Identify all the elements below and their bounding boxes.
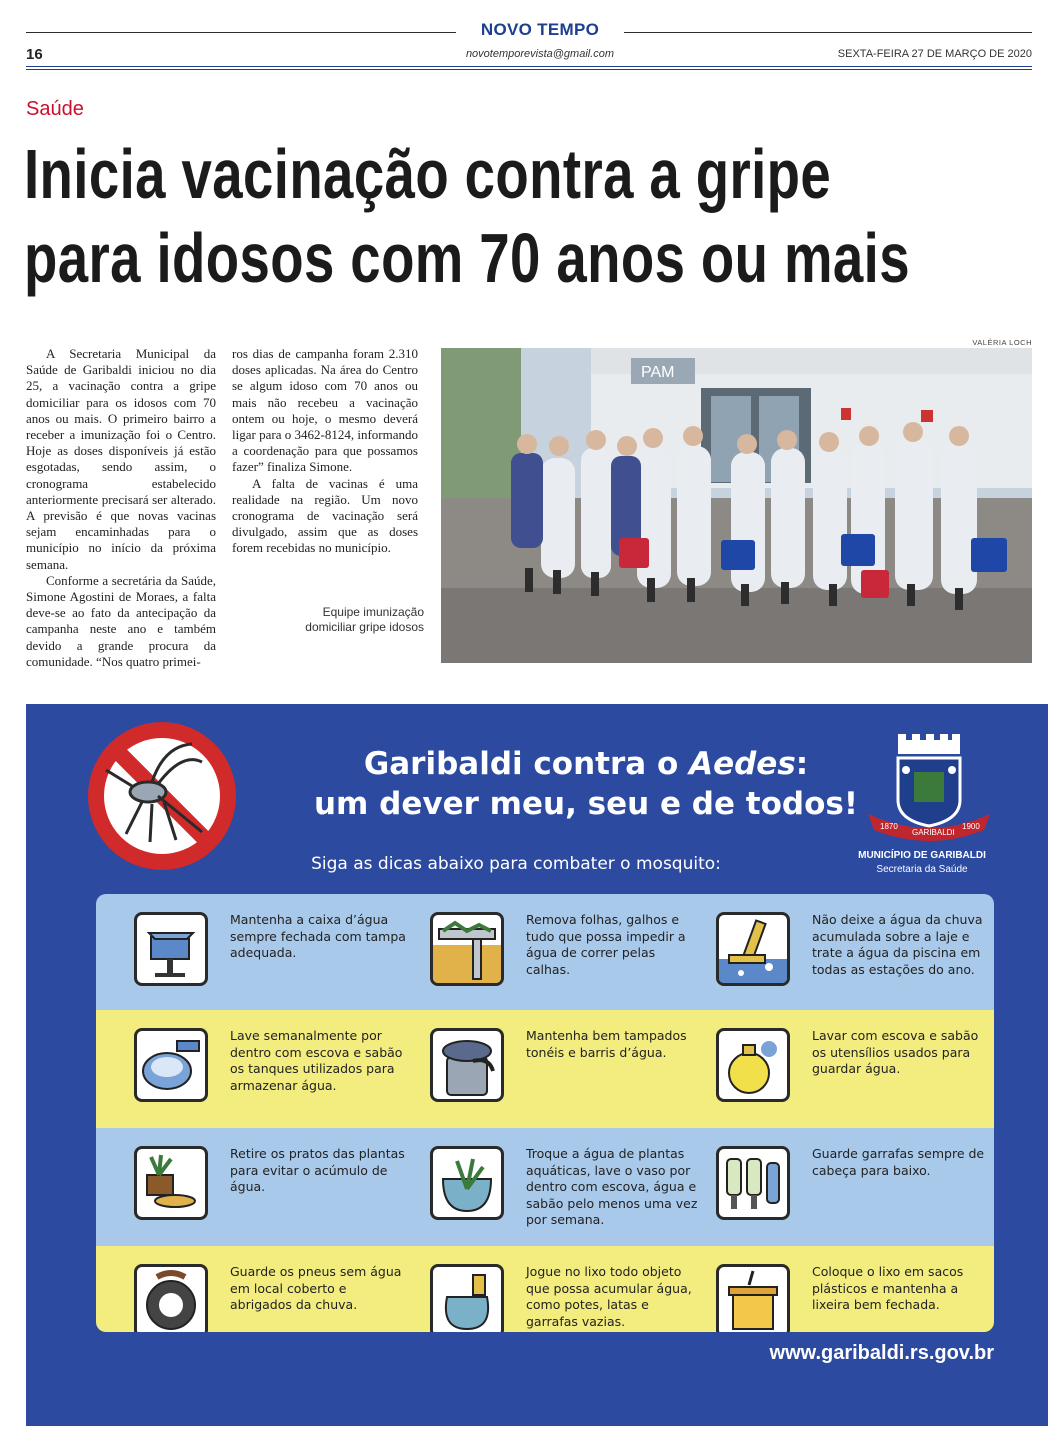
no-mosquito-icon [72, 722, 258, 872]
tip-text: Lavar com escova e sabão os utensílios usados para guardar água. [812, 1028, 979, 1076]
article-column-2 [232, 346, 418, 557]
photo-sign: PAM [641, 364, 675, 381]
team-photo [441, 348, 1032, 663]
tip-text: Guarde os pneus sem água em local coberto e abrigados da chuva. [230, 1264, 402, 1312]
ad-title [286, 744, 886, 824]
photo-caption: Equipe imunização domiciliar gripe idosos [305, 605, 424, 634]
tire-icon [134, 1264, 208, 1332]
municipality-website: www.garibaldi.rs.gov.br [769, 1342, 994, 1364]
gutter-icon [430, 912, 504, 986]
squeegee-icon [716, 912, 790, 986]
tip-text: Retire os pratos das plantas para evitar o acúmulo de água. [230, 1146, 405, 1194]
issue-date: SEXTA-FEIRA 27 DE MARÇO DE 2020 [837, 48, 1032, 60]
municipality-name: MUNICÍPIO DE GARIBALDI [858, 850, 986, 861]
tip-text: Não deixe a água da chuva acumulada sobre a laje e trate a água da piscina em todas as estações do ano. [812, 912, 983, 977]
paragraph: A Secretaria Municipal da Saúde de Garibaldi iniciou no dia 25, a vacinação contra a gripe domiciliar para os idosos com 70 anos ou mais. O primeiro bairro a receber a imunização foi o Centro. Hoje as doses disponíveis já estão esgotadas, sendo assim, o cronograma estabelecido anteriormente precisará ser alterado. A previsão é que novas vacinas sejam encaminhadas para o município no início da próxima semana. [26, 346, 216, 572]
crest-year-right: 1900 [962, 822, 980, 831]
tip-text: Coloque o lixo em sacos plásticos e mantenha a lixeira bem fechada. [812, 1264, 964, 1312]
paragraph: Conforme a secretária da Saúde, Simone Agostini de Moraes, a falta deve-se ao fato da antecipação da campanha neste ano e também devido a grande procura da comunidade. “Nos quatro primei- [26, 572, 216, 669]
masthead-rule-right [624, 32, 1032, 33]
barrel-icon [430, 1028, 504, 1102]
tip-text: Remova folhas, galhos e tudo que possa impedir a água de correr pelas calhas. [526, 912, 686, 977]
masthead-rule-left [26, 32, 456, 33]
masthead-double-rule [26, 66, 1032, 70]
plant-pot-icon [134, 1146, 208, 1220]
ad-title-prefix: Garibaldi contra o [363, 746, 690, 782]
tip-text: Jogue no lixo todo objeto que possa acumular água, como potes, latas e garrafas vazias. [526, 1264, 692, 1329]
tip-text: Mantenha bem tampados tonéis e barris d’água. [526, 1028, 687, 1060]
crest-name: GARIBALDI [912, 828, 955, 837]
page-number: 16 [26, 46, 43, 63]
tip-text: Lave semanalmente por dentro com escova e sabão os tanques utilizados para armazenar água. [230, 1028, 403, 1093]
tip-text: Mantenha a caixa d’água sempre fechada com tampa adequada. [230, 912, 406, 960]
article-column-1 [26, 346, 216, 670]
tank-brush-icon [134, 1028, 208, 1102]
tip-text: Troque a água de plantas aquáticas, lave o vaso por dentro com escova, água e sabão pelo menos uma vez por semana. [526, 1146, 698, 1227]
aedes-campaign-ad [26, 704, 1048, 1426]
paragraph: A falta de vacinas é uma realidade na região. Um novo cronograma de vacinação será divulgado, assim que as doses forem recebidas no município. [232, 475, 418, 556]
bottles-icon [716, 1146, 790, 1220]
photo-credit: VALÉRIA LOCH [972, 338, 1032, 347]
headline-line-1: Inicia vacinação contra a gripe [24, 135, 832, 213]
headline-line-2: para idosos com 70 anos ou mais [24, 219, 910, 297]
paragraph: ros dias de campanha foram 2.310 doses aplicadas. Na área do Centro se algum idoso com 70 anos ou mais não recebeu a vacinação ontem ou hoje, o mesmo deverá ligar para o 3462-8124, informando a coordenação para que possamos fazer” finaliza Simone. [232, 346, 418, 475]
garibaldi-crest-icon [854, 730, 1004, 842]
publication-email: novotemporevista@gmail.com [465, 48, 615, 60]
trash-bin-icon [716, 1264, 790, 1332]
publication-name: NOVO TEMPO [480, 20, 600, 39]
crest-year-left: 1870 [880, 822, 898, 831]
ad-title-aedes: Aedes [689, 746, 796, 782]
trash-bag-icon [430, 1264, 504, 1332]
ad-subtitle: Siga as dicas abaixo para combater o mosquito: [311, 854, 721, 874]
tip-text: Guarde garrafas sempre de cabeça para baixo. [812, 1146, 985, 1178]
tips-panel [96, 894, 994, 1332]
aquatic-plant-icon [430, 1146, 504, 1220]
water-tank-icon [134, 912, 208, 986]
article-headline [24, 132, 910, 300]
section-label: Saúde [26, 98, 84, 120]
department-name: Secretaria da Saúde [876, 864, 968, 875]
ad-title-suffix: : [795, 746, 809, 782]
masthead [0, 0, 1058, 72]
ad-title-line-2: um dever meu, seu e de todos! [313, 786, 858, 822]
utensil-brush-icon [716, 1028, 790, 1102]
